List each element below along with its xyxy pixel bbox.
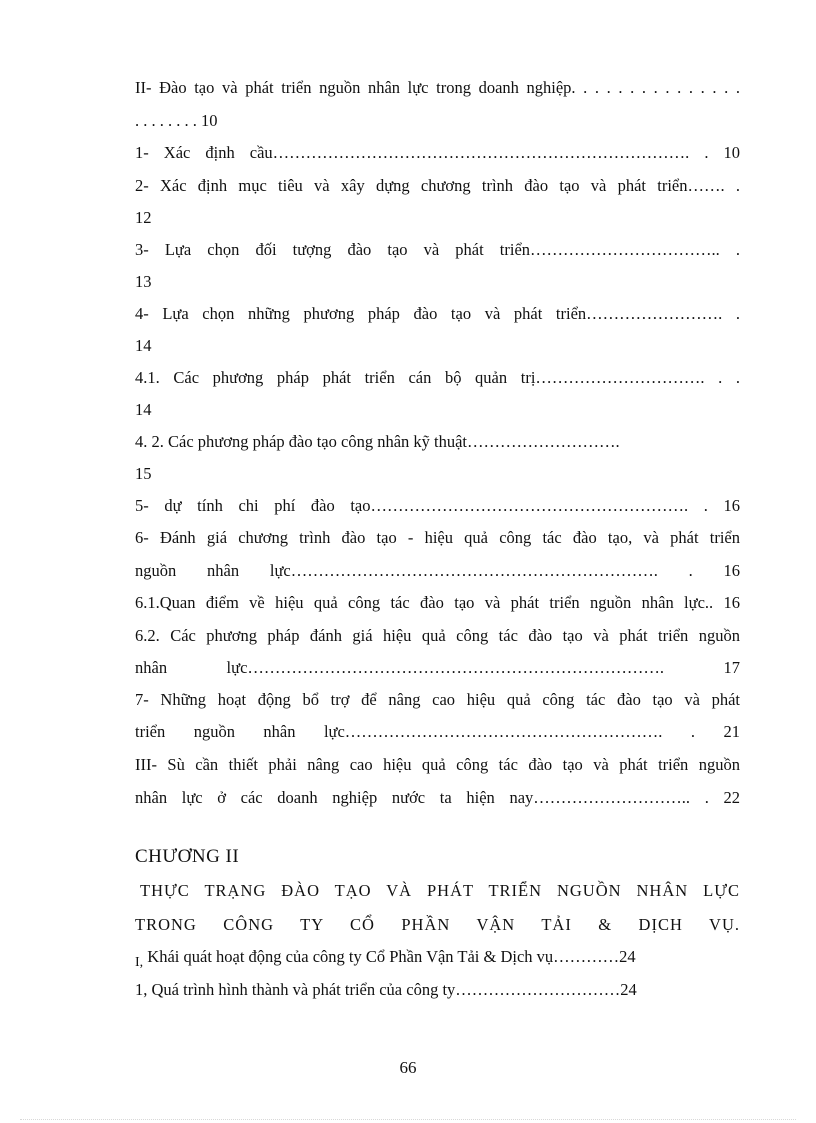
toc-line-section-iii: III- Sù cần thiết phải nâng cao hiệu quả công tác đào tạo và phát triển nguồn xyxy=(135,755,740,774)
section-roman-numeral: I, xyxy=(135,955,144,970)
toc-line-section-i xyxy=(135,946,740,970)
toc-line-7-cont: triển nguồn nhân lực…………………………………………………. . 21 xyxy=(135,722,740,741)
toc-line-4: 4- Lựa chọn những phương pháp đào tạo và phát triển……………………. . xyxy=(135,304,740,323)
chapter-title: THỰC TRẠNG ĐÀO TẠO VÀ PHÁT TRIỂN NGUỒN NHÂN LỰC xyxy=(140,881,740,900)
toc-line-page: 15 xyxy=(135,464,152,483)
section-title: Khái quát hoạt động của công ty Cổ Phần Vận Tải & Dịch vụ…………24 xyxy=(143,947,636,966)
toc-line-section-ii: II- Đào tạo và phát triển nguồn nhân lực trong doanh nghiệp. . . . . . . . . . . . . . . xyxy=(135,78,740,97)
toc-line-section-iii-cont: nhân lực ở các doanh nghiệp nước ta hiện nay……………………….. . 22 xyxy=(135,788,740,807)
page-number: 66 xyxy=(399,1058,417,1077)
toc-line-6-2: 6.2. Các phương pháp đánh giá hiệu quả công tác đào tạo và phát triển nguồn xyxy=(135,626,740,645)
toc-line-2: 2- Xác định mục tiêu và xây dựng chương trình đào tạo và phát triển……. . xyxy=(135,176,740,195)
toc-line-7: 7- Những hoạt động bổ trợ để nâng cao hiệu quả công tác đào tạo và phát xyxy=(135,690,740,709)
toc-line-6-1: 6.1.Quan điểm về hiệu quả công tác đào tạo và phát triển nguồn nhân lực.. 16 xyxy=(135,593,740,612)
toc-line-page: 13 xyxy=(135,272,152,291)
toc-line-page: 12 xyxy=(135,208,152,227)
toc-line-page: . . . . . . . . 10 xyxy=(135,111,218,130)
toc-line-section-1: 1, Quá trình hình thành và phát triển của công ty…………………………24 xyxy=(135,980,637,999)
toc-line-6-2-cont: nhân lực…………………………………………………………………. 17 xyxy=(135,658,740,677)
toc-line-6-cont: nguồn nhân lực…………………………………………………………. . 16 xyxy=(135,561,740,580)
toc-line-page: 14 xyxy=(135,336,152,355)
chapter-label: CHƯƠNG II xyxy=(135,846,240,867)
toc-line-6: 6- Đánh giá chương trình đào tạo - hiệu quả công tác đào tạo, và phát triển xyxy=(135,528,740,547)
toc-line-1: 1- Xác định cầu…………………………………………………………………. . 10 xyxy=(135,143,740,162)
page-bottom-rule xyxy=(20,1119,796,1120)
toc-line-3: 3- Lựa chọn đối tượng đào tạo và phát triển…………………………….. . xyxy=(135,240,740,259)
toc-line-4-2: 4. 2. Các phương pháp đào tạo công nhân kỹ thuật………………………. xyxy=(135,432,620,451)
toc-line-4-1: 4.1. Các phương pháp phát triển cán bộ quản trị…………………………. . . xyxy=(135,368,740,387)
chapter-title-cont: TRONG CÔNG TY CỔ PHẦN VẬN TẢI & DỊCH VỤ. xyxy=(135,915,740,934)
toc-line-5: 5- dự tính chi phí đào tạo…………………………………………………. . 16 xyxy=(135,496,740,515)
toc-line-page: 14 xyxy=(135,400,152,419)
